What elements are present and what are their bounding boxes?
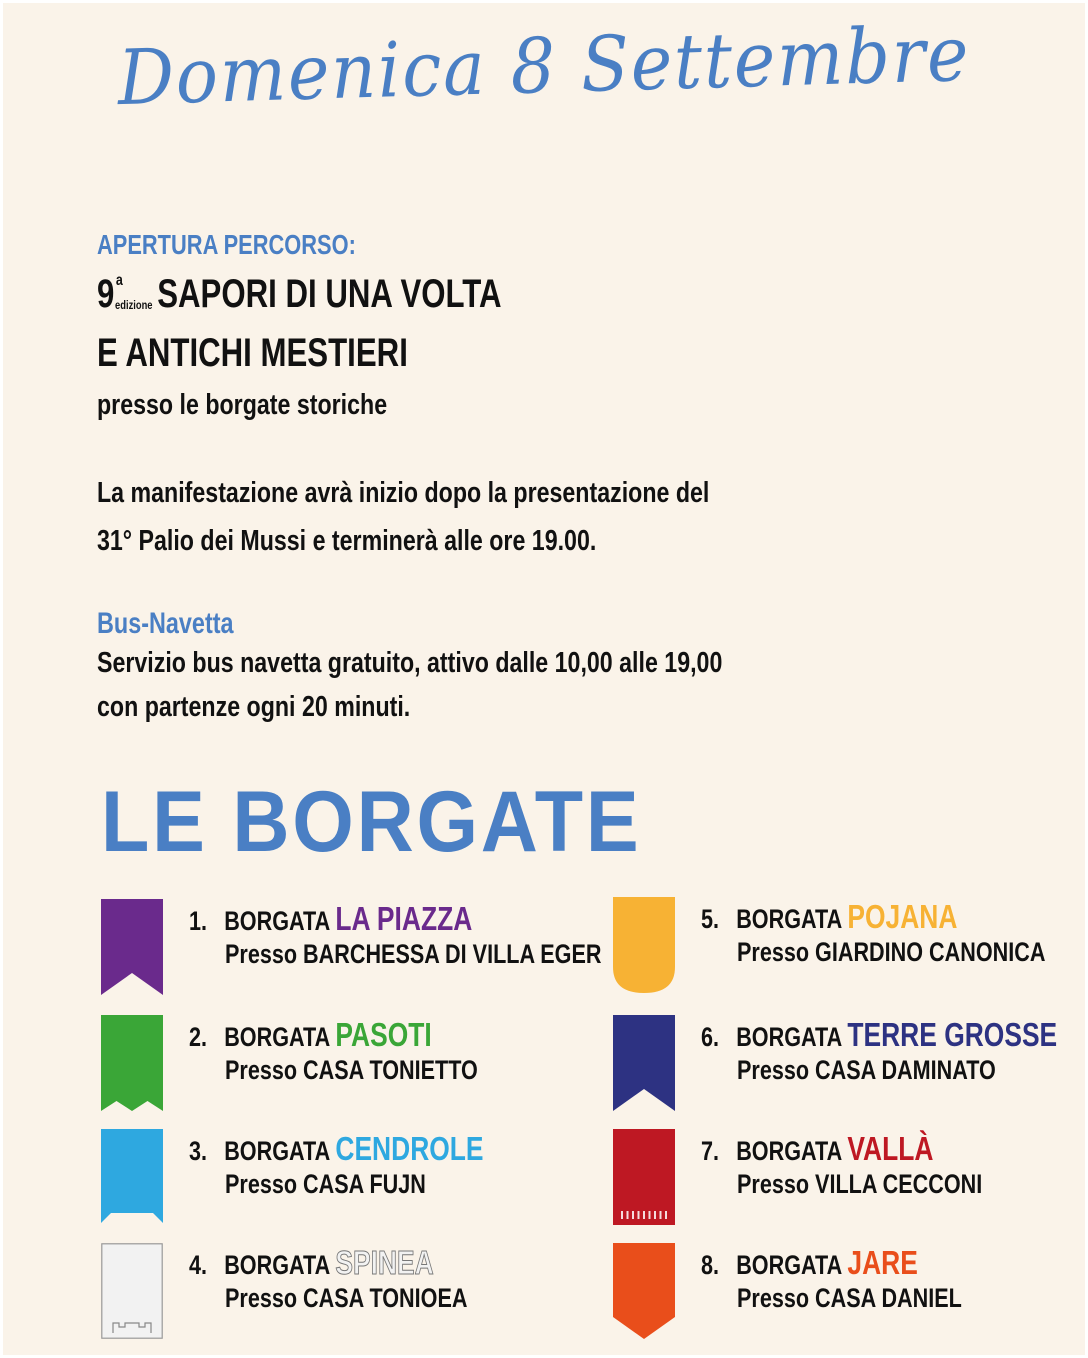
borgata-heading (701, 899, 1038, 935)
borgata-name: PASOTI (335, 1016, 432, 1053)
apertura-label: APERTURA PERCORSO: (97, 229, 356, 260)
headline-block (97, 269, 616, 378)
borgata-name: TERRE GROSSE (847, 1016, 1058, 1053)
borgata-name: POJANA (847, 898, 958, 935)
borgata-prefix: BORGATA (736, 904, 848, 934)
borgata-heading (701, 1245, 955, 1281)
borgata-heading (701, 1017, 1057, 1053)
subline-block (97, 381, 460, 429)
borgata-heading (189, 1131, 484, 1167)
borgata-place: Presso CASA DANIEL (737, 1283, 962, 1313)
event-poster (3, 3, 1085, 1355)
info-line-1: La manifestazione avrà inizio dopo la presentazione del (97, 477, 710, 509)
bus-block (97, 607, 879, 729)
borgata-heading (701, 1131, 975, 1167)
headline-text-1: SAPORI DI UNA VOLTA (157, 272, 502, 316)
borgate-title: LE BORGATE (101, 774, 642, 870)
borgata-number: 1. (189, 906, 208, 936)
borgata-number: 5. (701, 904, 720, 934)
headline-line-2: E ANTICHI MESTIERI (97, 331, 408, 375)
date-title: Domenica 8 Settembre (116, 8, 972, 123)
banner-flag-icon (613, 1015, 675, 1111)
borgata-prefix: BORGATA (224, 1022, 336, 1052)
info-line-2: 31° Palio dei Mussi e terminerà alle ore 19.00. (97, 525, 597, 557)
info-block (97, 469, 862, 565)
borgata-heading (189, 1017, 471, 1053)
borgata-name: JARE (847, 1244, 918, 1281)
borgata-name: CENDROLE (335, 1130, 484, 1167)
banner-flag-icon (101, 1129, 163, 1225)
borgata-prefix: BORGATA (224, 906, 336, 936)
borgata-heading (189, 1245, 460, 1281)
borgata-place: Presso VILLA CECCONI (737, 1169, 983, 1199)
borgata-heading (189, 901, 594, 937)
borgata-prefix: BORGATA (736, 1136, 848, 1166)
borgata-place: Presso CASA DAMINATO (737, 1055, 996, 1085)
banner-flag-icon (101, 899, 163, 995)
borgata-number: 7. (701, 1136, 720, 1166)
borgata-place: Presso CASA TONIETTO (225, 1055, 478, 1085)
edition-number: 9$^a$edizione (97, 272, 153, 316)
borgata-prefix: BORGATA (736, 1022, 848, 1052)
borgata-number: 4. (189, 1250, 208, 1280)
bus-line-2: con partenze ogni 20 minuti. (97, 691, 411, 723)
borgata-name: SPINEA (335, 1244, 434, 1281)
borgata-number: 6. (701, 1022, 720, 1052)
borgata-prefix: BORGATA (224, 1250, 336, 1280)
borgata-name: LA PIAZZA (335, 900, 473, 937)
borgata-number: 3. (189, 1136, 208, 1166)
banner-flag-icon (613, 1243, 675, 1339)
borgata-number: 8. (701, 1250, 720, 1280)
banner-flag-icon (613, 897, 675, 993)
headline-line-1 (97, 269, 502, 328)
banner-flag-icon (101, 1243, 163, 1339)
borgata-place: Presso GIARDINO CANONICA (737, 937, 1046, 967)
borgata-place: Presso CASA FUJN (225, 1169, 426, 1199)
borgata-place: Presso BARCHESSA DI VILLA EGER (225, 939, 602, 969)
borgata-place: Presso CASA TONIOEA (225, 1283, 468, 1313)
bus-label: Bus-Navetta (97, 607, 234, 640)
apertura-section (97, 229, 429, 261)
borgata-name: VALLÀ (847, 1130, 934, 1167)
borgata-number: 2. (189, 1022, 208, 1052)
bus-line-1: Servizio bus navetta gratuito, attivo dalle 10,00 alle 19,00 (97, 647, 723, 679)
subline: presso le borgate storiche (97, 389, 388, 421)
borgata-prefix: BORGATA (224, 1136, 336, 1166)
borgata-prefix: BORGATA (736, 1250, 848, 1280)
banner-flag-icon (101, 1015, 163, 1111)
banner-flag-icon (613, 1129, 675, 1225)
